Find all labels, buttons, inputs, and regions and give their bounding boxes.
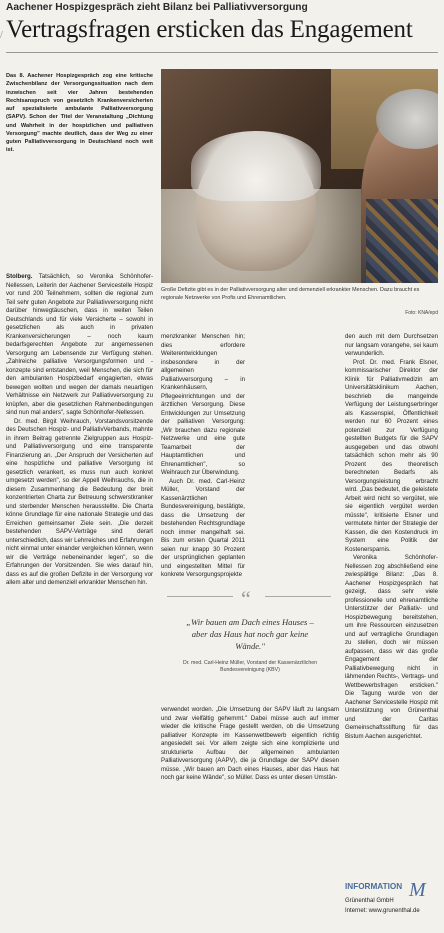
- info-logo-icon: M: [409, 879, 426, 901]
- info-company: Grünenthal GmbH: [345, 898, 394, 904]
- page-edge-mark: /: [0, 30, 3, 41]
- info-title: INFORMATION: [345, 882, 403, 891]
- paragraph: [6, 273, 153, 418]
- quote-rule-left: [167, 596, 233, 597]
- article-column-2-lower: [161, 706, 339, 783]
- headline-rule: [6, 52, 438, 53]
- pull-quote: [161, 580, 339, 696]
- article-photo: [161, 69, 438, 283]
- article-column-1: [6, 273, 153, 588]
- article-column-2: [161, 333, 245, 580]
- info-website-link[interactable]: Internet: www.grunenthal.de: [345, 908, 420, 914]
- paragraph: den auch mit dem Durchsetzen nur langsam vorangehe, sei kaum verwunderlich.: [345, 333, 438, 357]
- paragraph: Dr. med. Birgit Weihrauch, Vorstandsvorsitzende des Deutschen Hospiz- und PalliativVerbands, mahnte in ihrem Beitrag getrennte Zielgruppen aus Hospiz- und Palliativversorgung und eine transparente Finanzierung an. „Der Anspruch der Versicherten auf eine hospizliche und palliative Versorgung ist gesetzlich verankert, es muss nun auch konkret umgesetzt werden", so der Appell Weihrauchs, die in diesem Zusammenhang die Bedeutung der breit konzentrierten Charta zur Betreuung schwerstkranker und sterbender Menschen herausstellte. Die Charta könne Grundlage für eine nationale Strategie und das Erreichen gemeinsamer Ziele sein. „Die derzeit bestehenden SAPV-Verträge sind derart unterschiedlich, dass wir Lehrreiches und Erfahrungen nicht einmal unter einander vergleichen können, wenn wir die Verträge nebeneinander legen", so die Erfahrungen der Vorsitzenden. Sie wies darauf hin, dass es auf die großen Defizite in der Versorgung vor allem alter und demenziell erkrankter Menschen hin.: [6, 417, 154, 586]
- quote-rule-right: [265, 596, 331, 597]
- paragraph-text: Tatsächlich, so Veronika Schönhofer-Nellessen, Leiterin der Aachener Servicestelle Hospiz vor rund 200 Teilnehmern, sollten die regional zum Teil sehr guten Angebote zur Palliativversorgung nicht darüber hinwegtäuschen, dass in weiten Teilen Deutschlands und für viele Versicherte – sowohl in gesetzlichen als auch in privaten Krankenversicherungen – noch kaum bedarfsgerechten Angebote zur angemessenen Versorgung am Lebensende zur Verfügung stehen. „Zahlreiche palliative Versorgungsformen und -konzepte sind entstanden, weil Menschen, die sich für den ambulanten Hospizbedarf engagierten, etwas bewegen wollten und wegen der damals neuartigen Verhältnisse ein Netzwerk zur Palliativversorgung zu knüpfen, aber die gesetzlichen Rahmenbedingungen sind nun mal anders", sagte Schönhofer-Nellessen.: [6, 273, 153, 416]
- dateline: Stolberg.: [6, 273, 33, 280]
- article-kicker: Aachener Hospizgespräch zieht Bilanz bei Palliativversorgung: [6, 2, 308, 13]
- photo-scarf: [366, 199, 438, 283]
- paragraph: menzkranker Menschen hin; dies erfordere Weiterentwicklungen insbesondere in der allgemeinen Palliativversorgung – in Krankenhäusern, Pflegeeinrichtungen und der ärztlichen Versorgung. Diese Entwicklungen zur Umsetzung der palliativen Versorgung: „Wir brauchen dazu regionale Netzwerke und eine gute Teamarbeit der Hauptamtlichen und Ehrenamtlichen", so Weihrauch zur Überwindung.: [161, 333, 245, 476]
- paragraph: verwendet worden. „Die Umsetzung der SAPV läuft zu langsam und zwar vielfältig gehemmt." Dabei müsse auch auf immer wieder die kritische Frage gestellt werden, ob die Umsetzung palliativer Konzepte im Kassenwettbewerb eigentlich richtig angesiedelt sei. Vor allem zeigte sich eine komplizierte und strukturierte Aufbau der allgemeinen ambulanten Palliativversorgung (AAPV), die ja Grundlage der SAPV diesen müsse. „Wir bauen am Dach eines Hauses, aber das Haus hat noch gar keine Wände", so Müller. Dass es unter diesen Umstän-: [161, 706, 339, 781]
- photo-woman-hair: [191, 131, 321, 201]
- info-box: [345, 880, 438, 926]
- photo-credit: Foto: KNA/epd: [405, 310, 438, 316]
- paragraph: Auch Dr. med. Carl-Heinz Müller, Vorstand der Kassenärztlichen Bundesvereinigung, bestätigte, dass die Umsetzung der bestehenden Rechtsgrundlage noch immer mangelhaft sei. Bis zum ersten Quartal 2011 seien nur knapp 30 Prozent der ursprünglichen geplanten und eingestellten Mittel für konkrete Versorgungsprojekte: [161, 477, 245, 578]
- quote-source: Dr. med. Carl-Heinz Müller, Vorstand der Kassenärztlichen Bundesvereinigung (KBV): [182, 660, 318, 673]
- article-headline: Vertragsfragen ersticken das Engagement: [6, 16, 413, 43]
- paragraph: Veronika Schönhofer-Nellessen zog abschließend eine zwiespältige Bilanz: „Das 8. Aachener Hospizgespräch hat gezeigt, dass sehr viele professionelle und ehrenamtliche Unterstützer der Palliativ- und Hospizbewegung bereitstehen, um ihre Ressourcen einzusetzen und auf vertragliche Grundlagen zu stellen, doch wir müssen aufpassen, dass wir das große Engagement der Palliativbewegung nicht in lähmenden Rechts-, Vertrags- und Wettbewerbsfragen ersticken." Die Tagung wurde von der Aachener Servicestelle Hospiz mit Unterstützung von Grünenthal und der Caritas Gemeinschaftsstiftung für das Bistum Aachen ausgerichtet.: [345, 554, 438, 740]
- article-column-4: [345, 333, 438, 741]
- quote-mark-icon: “: [241, 586, 251, 611]
- photo-caption: Große Defizite gibt es in der Palliativversorgung alter und demenziell erkrankter Menschen. Dazu braucht es regionale Netzwerke von Profis und Ehrenamtlichen.: [161, 287, 420, 301]
- quote-text: „Wir bauen am Dach eines Hauses – aber das Haus hat noch gar keine Wände.": [186, 617, 314, 651]
- paragraph: Prof. Dr. med. Frank Elsner, kommissarischer Direktor der Klinik für Palliativmedizin am Universitätsklinikum Aachen, beschrieb die mangelnde Verfügung der Leistungserbringer als Kassenspiel, Öffentlichkeit werden nur 60 Prozent eines potenziell zur Verfügung gestellten Budgets für die SAPV ausgegeben und das obwohl tatsächlich schon mehr als 90 Prozent des theoretisch berechneten Bedarfs als Versorgungsleistung erbracht wird. „Das bedeutet, die geleistete Arbeit wird nicht so vergütet, wie sie eigentlich vergütet werden müsste", kritisierte Elsner und vermutete hinter der Strategie der Kassen, die den Kostendruck im System eine Politik der Kostenersparnis.: [345, 358, 438, 553]
- article-lead: Das 8. Aachener Hospizgespräch zog eine kritische Zwischenbilanz der Versorgungssituation nach dem inzwischen seit vier Jahren bestehenden Rechtsanspruch von gesetzlich Krankenversicherten auf spezialisierte ambulante Palliativversorgung (SAPV). Schon der Titel der Veranstaltung „Dichtung und Wahrheit in der hospizlichen und palliativen Versorgung" machte deutlich, dass der Weg zu einer guten Palliativversorgung in Deutschland noch weit ist.: [6, 73, 153, 154]
